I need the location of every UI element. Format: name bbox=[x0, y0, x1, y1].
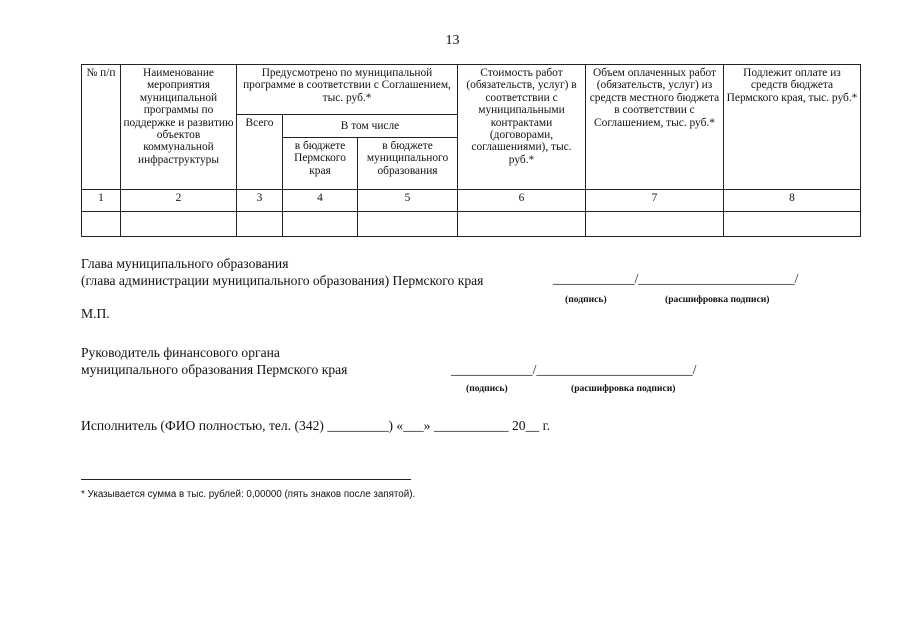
column-number: 4 bbox=[283, 190, 358, 212]
header-muni-budget: в бюджете муниципального образования bbox=[358, 138, 458, 190]
header-event-name: Наименование мероприятия муниципальной программы по поддержке и развитию объектов коммунальной инфраструктуры bbox=[121, 65, 237, 190]
column-number: 6 bbox=[458, 190, 586, 212]
page-number: 13 bbox=[445, 33, 460, 48]
column-number: 2 bbox=[121, 190, 237, 212]
header-to-pay: Подлежит оплате из средств бюджета Пермского края, тыс. руб.* bbox=[724, 65, 861, 190]
head-signature-field[interactable]: ____________/_______________________/ bbox=[553, 271, 799, 286]
table-cell[interactable] bbox=[586, 212, 724, 237]
finance-title-line2: муниципального образования Пермского края bbox=[81, 362, 348, 377]
header-perm-budget: в бюджете Пермского края bbox=[283, 138, 358, 190]
table-cell[interactable] bbox=[458, 212, 586, 237]
table-row bbox=[82, 212, 861, 237]
table-cell[interactable] bbox=[724, 212, 861, 237]
header-including: В том числе bbox=[283, 115, 458, 138]
executor-line[interactable]: Исполнитель (ФИО полностью, тел. (342) _________) «___» ___________ 20__ г. bbox=[81, 418, 551, 433]
table-cell[interactable] bbox=[358, 212, 458, 237]
footnote: * Указывается сумма в тыс. рублей: 0,00000 (пять знаков после запятой). bbox=[81, 489, 416, 500]
finance-title-line1: Руководитель финансового органа bbox=[81, 345, 280, 360]
table-cell[interactable] bbox=[121, 212, 237, 237]
column-number-row bbox=[82, 190, 861, 212]
header-num: № п/п bbox=[82, 65, 121, 190]
header-total: Всего bbox=[237, 115, 283, 190]
header-contract-cost: Стоимость работ (обязательств, услуг) в соответствии с муниципальными контрактами (договорами, соглашениями), тыс. руб.* bbox=[458, 65, 586, 190]
head-title-line2: (глава администрации муниципального образования) Пермского края bbox=[81, 273, 484, 288]
column-number: 3 bbox=[237, 190, 283, 212]
column-number: 7 bbox=[586, 190, 724, 212]
stamp-place: М.П. bbox=[81, 306, 110, 321]
finance-decode-caption: (расшифровка подписи) bbox=[571, 383, 676, 394]
column-number: 8 bbox=[724, 190, 861, 212]
finance-sign-caption: (подпись) bbox=[466, 383, 508, 394]
finance-signature-field[interactable]: ____________/_______________________/ bbox=[451, 362, 697, 377]
table-cell[interactable] bbox=[283, 212, 358, 237]
head-sign-caption: (подпись) bbox=[565, 294, 607, 305]
header-planned: Предусмотрено по муниципальной программе в соответствии с Соглашением, тыс. руб.* bbox=[237, 65, 458, 115]
footnote-divider bbox=[81, 479, 411, 480]
column-number: 1 bbox=[82, 190, 121, 212]
column-number: 5 bbox=[358, 190, 458, 212]
report-table bbox=[81, 64, 861, 237]
table-cell[interactable] bbox=[82, 212, 121, 237]
head-title-line1: Глава муниципального образования bbox=[81, 256, 289, 271]
table-cell[interactable] bbox=[237, 212, 283, 237]
head-decode-caption: (расшифровка подписи) bbox=[665, 294, 770, 305]
header-paid-volume: Объем оплаченных работ (обязательств, услуг) из средств местного бюджета в соответствии с Соглашением, тыс. руб.* bbox=[586, 65, 724, 190]
